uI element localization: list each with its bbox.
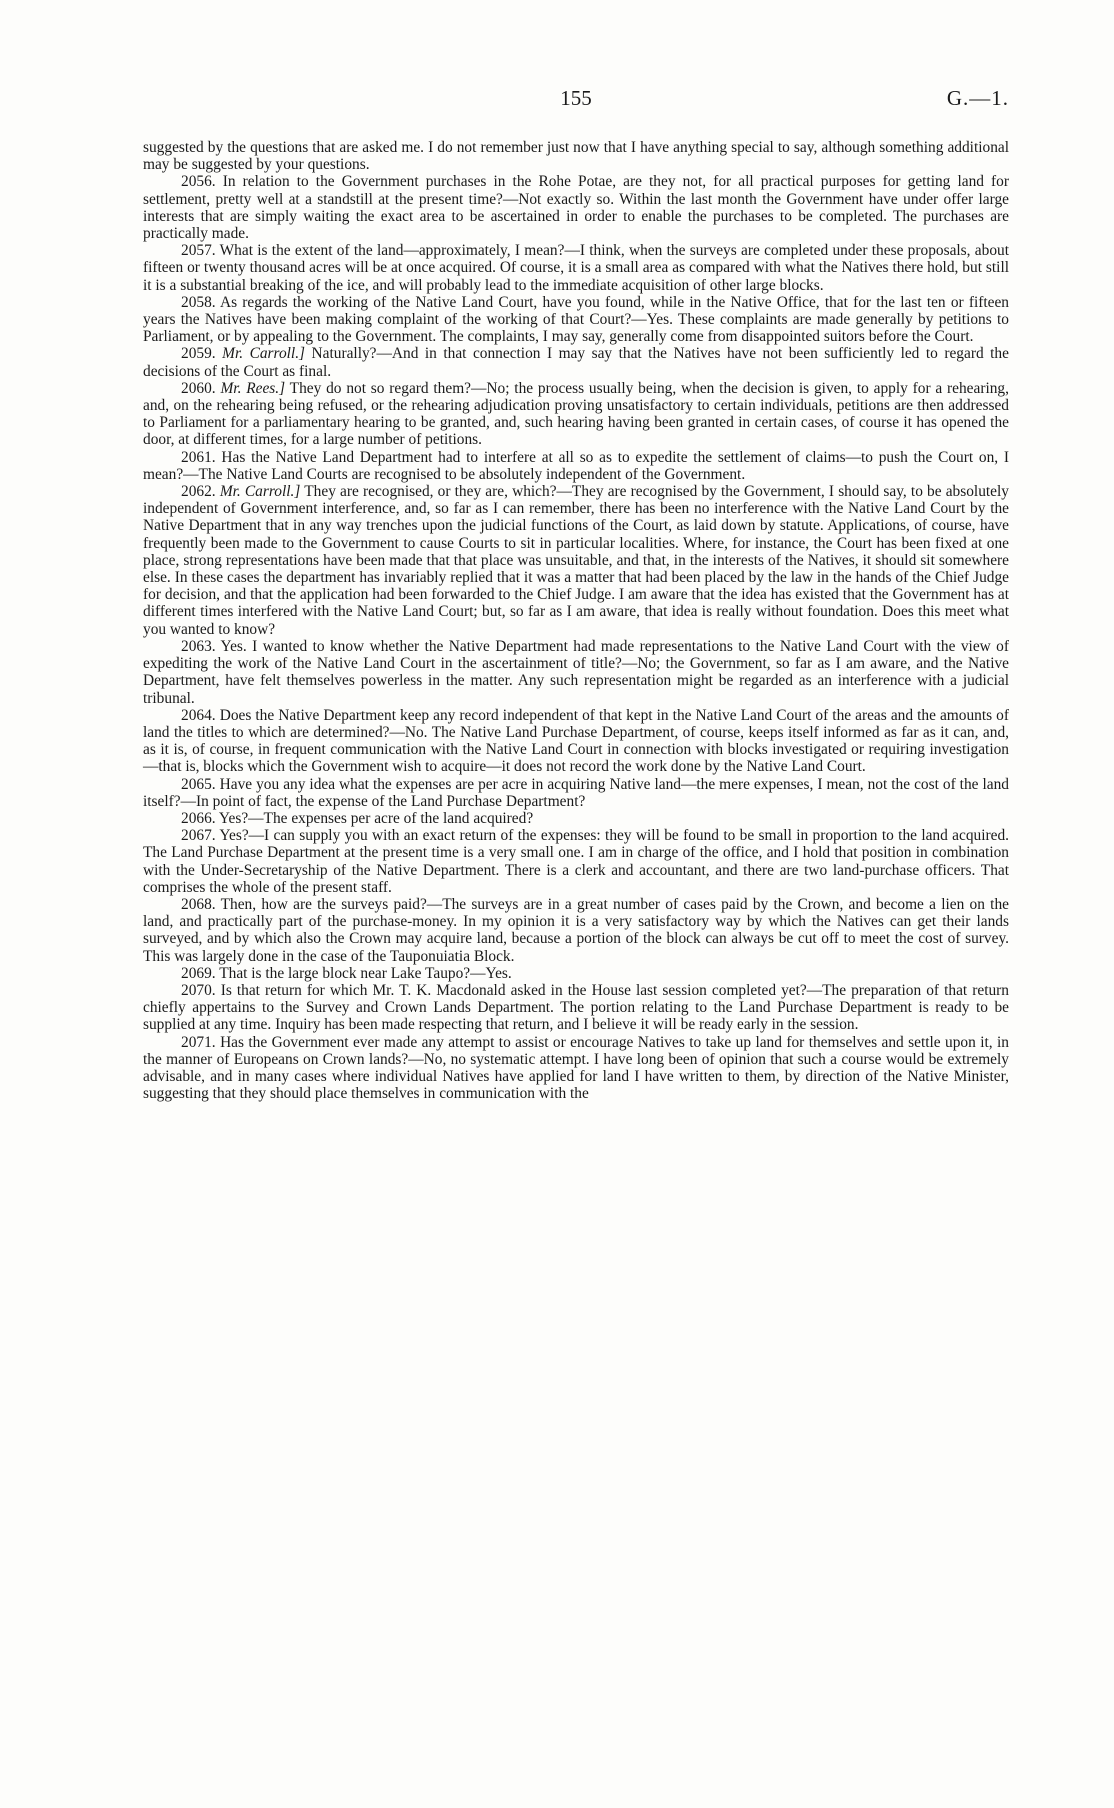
paragraph xyxy=(143,449,1009,483)
paragraph-text: Has the Government ever made any attempt to assist or encourage Natives to take up land for themselves and settle upon it, in the manner of Europeans on Crown lands?—No, no systematic attempt. I have long been of opinion that such a course would be extremely advisable, and in many cases where individual Natives have applied for land I have written to them, by direction of the Native Minister, suggesting that they should place themselves in communication with the xyxy=(143,1033,1009,1103)
paragraph xyxy=(143,965,1009,982)
paragraph-text: Yes?—I can supply you with an exact return of the expenses: they will be found to be small in proportion to the land acquired. The Land Purchase Department at the present time is a very small one. I am in charge of the office, and I hold that position in combination with the Under-Secretaryship of the Native Department. There is a clerk and accountant, and there are two land-purchase officers. That comprises the whole of the present staff. xyxy=(143,827,1009,896)
paragraph-text: As regards the working of the Native Land Court, have you found, while in the Native Office, that for the last ten or fifteen years the Natives have been making complaint of the working of that Court?—Yes. These complaints are made generally by petitions to Parliament, or by appealing to the Government. The complaints, I may say, generally come from disappointed suitors before the Court. xyxy=(143,293,1010,346)
paragraph xyxy=(143,380,1009,449)
paragraph xyxy=(143,638,1009,707)
question-number: 2062. xyxy=(181,483,216,501)
paragraph xyxy=(143,345,1009,379)
question-number: 2070. xyxy=(181,981,216,999)
question-number: 2065. xyxy=(181,775,216,793)
paragraph-text: Yes. I wanted to know whether the Native Department had made representations to the Native Land Court with the view of expediting the work of the Native Land Court in the ascertainment of title?—No; the Government, so far as I am aware, and the Native Department, have felt themselves powerless in the matter. Any such representation might be regarded as an interference with a judicial tribunal. xyxy=(143,637,1009,707)
paragraph xyxy=(143,707,1009,776)
paragraph-text: They do not so regard them?—No; the process usually being, when the decision is given, to apply for a rehearing, and, on the rehearing being refused, or the rehearing adjudication proving unsatisfactory to certain individuals, petitions are then addressed to Parliament for a parliamentary hearing to be granted, and, such hearing having been granted in certain cases, of course it has opened the door, at different times, for a large number of petitions. xyxy=(143,379,1009,449)
question-number: 2060. xyxy=(181,379,216,397)
paragraph-text: Has the Native Land Department had to interfere at all so as to expedite the settlement of claims—to push the Court on, I mean?—The Native Land Courts are recognised to be absolutely independent of the Government. xyxy=(143,448,1009,483)
paragraph xyxy=(143,242,1009,294)
paragraph xyxy=(143,776,1009,810)
question-number: 2057. xyxy=(181,242,216,260)
body-text xyxy=(143,139,1009,1102)
question-number: 2066. xyxy=(181,809,216,827)
paragraph xyxy=(143,483,1009,638)
paragraph xyxy=(143,1034,1009,1103)
speaker-name: Mr. Rees.] xyxy=(220,379,286,397)
speaker-name: Mr. Carroll.] xyxy=(222,345,306,363)
document-code: G.—1. xyxy=(946,86,1009,110)
paragraph xyxy=(143,139,1009,173)
question-number: 2058. xyxy=(181,293,216,311)
paragraph xyxy=(143,982,1009,1034)
paragraph-text: In relation to the Government purchases in the Rohe Potae, are they not, for all practical purposes for getting land for settlement, pretty well at a standstill at the present time?—Not exactly so. Within the last month the Government have under offer large interests that are simply waiting the exact area to be ascertained in order to enable the purchases to be completed. The purchases are practically made. xyxy=(143,173,1009,243)
paragraph-text: Yes?—The expenses per acre of the land acquired? xyxy=(218,809,534,827)
question-number: 2071. xyxy=(181,1033,216,1051)
question-number: 2068. xyxy=(181,895,216,913)
paragraph xyxy=(143,810,1009,827)
question-number: 2061. xyxy=(181,448,216,466)
question-number: 2069. xyxy=(181,964,216,982)
question-number: 2059. xyxy=(181,345,216,363)
paragraph-text: Have you any idea what the expenses are per acre in acquiring Native land—the mere expenses, I mean, not the cost of the land itself?—In point of fact, the expense of the Land Purchase Department? xyxy=(143,775,1009,810)
paragraph xyxy=(143,294,1009,346)
paragraph-text: suggested by the questions that are asked me. I do not remember just now that I have anything special to say, although something additional may be suggested by your questions. xyxy=(143,139,1009,174)
paragraph-text: What is the extent of the land—approximately, I mean?—I think, when the surveys are completed under these proposals, about fifteen or twenty thousand acres will be at once acquired. Of course, it is a small area as compared with what the Natives there hold, but still it is a substantial breaking of the ice, and will probably lead to the immediate acquisition of other large blocks. xyxy=(143,242,1009,294)
paragraph-text: Does the Native Department keep any record independent of that kept in the Native Land Court of the areas and the amounts of land the titles to which are determined?—No. The Native Land Purchase Department, of course, keeps itself informed as far as it can, and, as it is, of course, in frequent communication with the Native Land Court in connection with blocks investigated or requiring investigation—that is, blocks which the Government wish to acquire—it does not record the work done by the Native Land Court. xyxy=(143,706,1009,776)
paragraph xyxy=(143,896,1009,965)
question-number: 2056. xyxy=(181,173,216,191)
paragraph xyxy=(143,173,1009,242)
paragraph xyxy=(143,827,1009,896)
paragraph-text: They are recognised, or they are, which?—They are recognised by the Government, I should say, to be absolutely independent of Government interference, and, so far as I can remember, there has been no interference with the Native Land Court by the Native Department that in any way trenches upon the judicial functions of the Court, as laid down by statute. Applications, of course, have frequently been made to the Government to cause Courts to sit in particular localities. Where, for instance, the Court has been fixed at one place, strong representations have been made that that place was unsuitable, and that, in the interests of the Natives, it should sit somewhere else. In these cases the department has invariably replied that it was a matter that had been placed by the law in the hands of the Chief Judge for decision, and that the application had been forwarded to the Chief Judge. I am aware that the idea has existed that the Government has at different times interfered with the Native Land Court; but, so far as I am aware, that idea is really without foundation. Does this meet what you wanted to know? xyxy=(143,483,1009,638)
paragraph-text: Then, how are the surveys paid?—The surveys are in a great number of cases paid by the Crown, and become a lien on the land, and practically part of the purchase-money. In my opinion it is a very satisfactory way by which the Natives can get their lands surveyed, and by which also the Crown may acquire land, because a portion of the block can always be cut off to meet the cost of survey. This was largely done in the case of the Tauponuiatia Block. xyxy=(143,895,1009,965)
page-number: 155 xyxy=(560,86,592,110)
question-number: 2064. xyxy=(181,706,216,724)
speaker-name: Mr. Carroll.] xyxy=(219,483,301,501)
paragraph-text: Naturally?—And in that connection I may say that the Natives have not been sufficiently led to regard the decisions of the Court as final. xyxy=(143,345,1009,380)
paragraph-text: Is that return for which Mr. T. K. Macdonald asked in the House last session completed yet?—The preparation of that return chiefly appertains to the Survey and Crown Lands Department. The portion relating to the Land Purchase Department is ready to be supplied at any time. Inquiry has been made respecting that return, and I believe it will be ready early in the session. xyxy=(143,981,1009,1034)
question-number: 2067. xyxy=(181,827,216,845)
page-header xyxy=(143,86,1009,118)
paragraph-text: That is the large block near Lake Taupo?—Yes. xyxy=(219,964,512,982)
question-number: 2063. xyxy=(181,637,216,655)
